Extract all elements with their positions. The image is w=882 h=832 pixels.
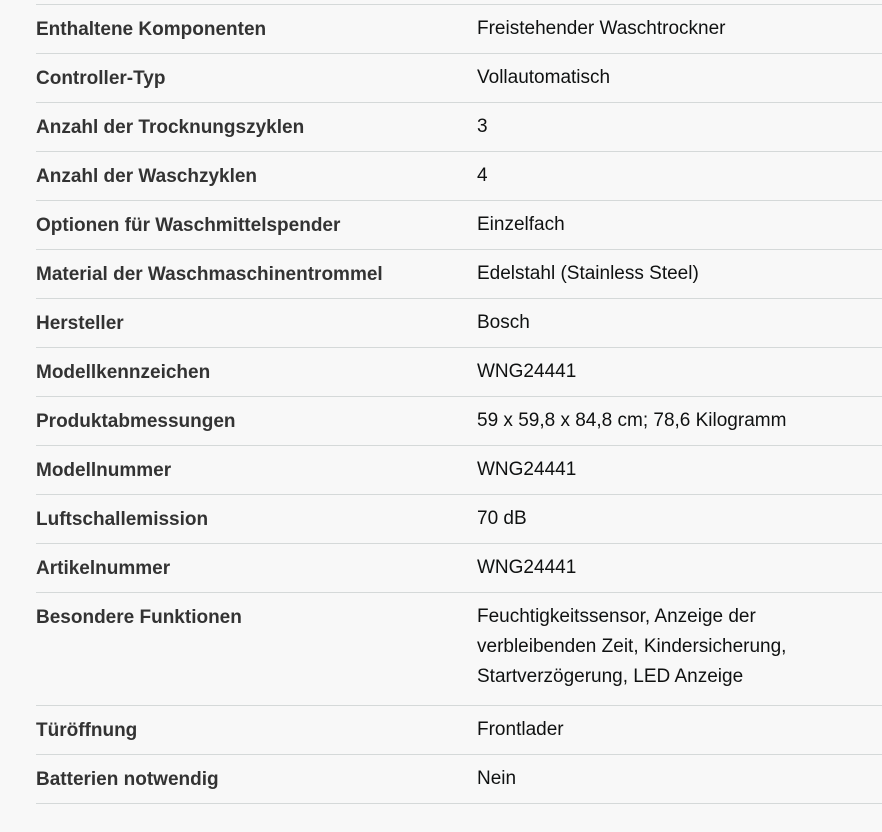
spec-row-controller-type xyxy=(36,54,882,103)
spec-value: Vollautomatisch xyxy=(477,67,611,88)
spec-value: WNG24441 xyxy=(477,361,577,382)
spec-label: Optionen für Waschmittelspender xyxy=(36,215,341,236)
spec-row-noise-emission xyxy=(36,495,882,544)
spec-row-wash-cycles xyxy=(36,152,882,201)
spec-value: 59 x 59,8 x 84,8 cm; 78,6 Kilogramm xyxy=(477,410,787,431)
spec-label: Material der Waschmaschinentrommel xyxy=(36,264,383,285)
spec-label: Türöffnung xyxy=(36,720,138,741)
spec-row-door-opening xyxy=(36,706,882,755)
spec-row-product-dimensions xyxy=(36,397,882,446)
spec-label: Batterien notwendig xyxy=(36,769,219,790)
spec-row-drum-material xyxy=(36,250,882,299)
spec-row-model-number xyxy=(36,446,882,495)
spec-label: Luftschallemission xyxy=(36,509,209,530)
spec-value: Freistehender Waschtrockner xyxy=(477,18,726,39)
spec-label: Anzahl der Waschzyklen xyxy=(36,166,258,187)
spec-row-manufacturer xyxy=(36,299,882,348)
spec-value: 4 xyxy=(477,165,488,186)
spec-value: Feuchtigkeitssensor, Anzeige der verbleibenden Zeit, Kindersicherung, Startverzögerung, LED Anzeige xyxy=(477,606,787,687)
spec-label: Modellkennzeichen xyxy=(36,362,211,383)
spec-value: Edelstahl (Stainless Steel) xyxy=(477,263,699,284)
spec-label: Hersteller xyxy=(36,313,124,334)
spec-value: 3 xyxy=(477,116,488,137)
product-specifications-table xyxy=(36,4,882,804)
spec-label: Anzahl der Trocknungszyklen xyxy=(36,117,305,138)
spec-value: WNG24441 xyxy=(477,459,577,480)
spec-label: Besondere Funktionen xyxy=(36,607,242,628)
spec-label: Produktabmessungen xyxy=(36,411,236,432)
spec-value: Nein xyxy=(477,768,517,789)
spec-row-batteries-required xyxy=(36,755,882,804)
spec-label: Controller-Typ xyxy=(36,68,166,89)
spec-row-detergent-dispenser xyxy=(36,201,882,250)
spec-row-special-features xyxy=(36,593,882,706)
spec-value: Bosch xyxy=(477,312,530,333)
spec-row-article-number xyxy=(36,544,882,593)
spec-row-included-components xyxy=(36,5,882,54)
spec-value: Einzelfach xyxy=(477,214,565,235)
spec-row-drying-cycles xyxy=(36,103,882,152)
spec-label: Enthaltene Komponenten xyxy=(36,19,267,40)
spec-value: Frontlader xyxy=(477,719,564,740)
spec-value: WNG24441 xyxy=(477,557,577,578)
spec-row-model-identifier xyxy=(36,348,882,397)
spec-label: Modellnummer xyxy=(36,460,172,481)
spec-value: 70 dB xyxy=(477,508,527,529)
spec-label: Artikelnummer xyxy=(36,558,171,579)
